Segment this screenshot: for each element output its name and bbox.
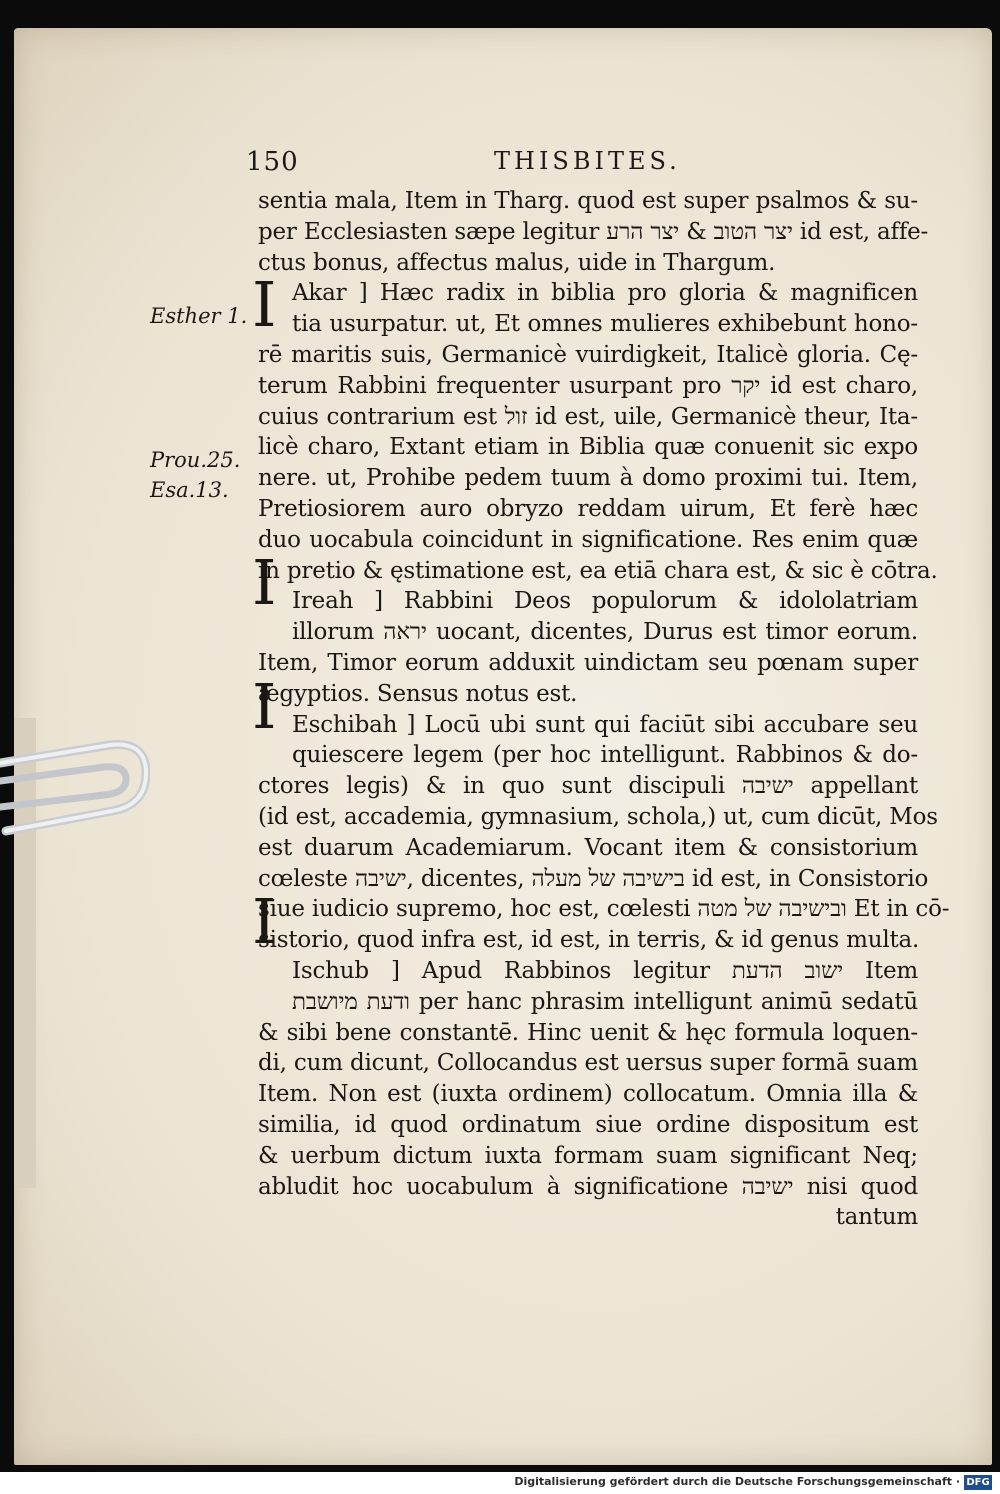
text-line: ctus bonus, affectus malus, uide in Thargum. (258, 249, 776, 276)
dfg-logo-icon: DFG (964, 1475, 992, 1490)
page-number: 150 (246, 147, 299, 177)
text-line: (id est, accademia, gymnasium, schola,) ut, cum dicūt, Mos (258, 803, 938, 830)
text-line: duo uocabula coincidunt in significatione. Res enim quæ (258, 526, 918, 553)
body-text (252, 186, 950, 1233)
text-line: Ireah ] Rabbini Deos populorum & idololatriam (292, 588, 918, 615)
text-line: Eschibah ] Locū ubi sunt qui faciūt sibi accubare seu (292, 711, 918, 738)
page-header (246, 147, 926, 183)
text-line: Akar ] Hæc radix in biblia pro gloria & magnificen (292, 280, 918, 307)
text-line: per Ecclesiasten sæpe legitur יצר הטוב & יצר הרע id est, affe- (258, 218, 929, 245)
margin-note: Esther 1. (150, 304, 248, 328)
text-line: cœleste ישיבה, dicentes, בישיבה של מעלה id est, in Consistorio (258, 865, 929, 892)
text-line: tia usurpatur. ut, Et omnes mulieres exhibebunt hono- (292, 311, 918, 338)
text-line: Item, Timor eorum adduxit uindictam seu pœnam super (258, 649, 918, 676)
text-line: rē maritis suis, Germanicè vuirdigkeit, Italicè gloria. Cę- (258, 341, 918, 368)
text-line: nere. ut, Prohibe pedem tuum à domo proximi tui. Item, (258, 465, 918, 492)
drop-cap: I (252, 546, 277, 619)
catchword: tantum (835, 1204, 918, 1231)
text-line: & sibi bene constantē. Hinc uenit & hęc formula loquen- (258, 1019, 918, 1046)
text-line: sistorio, quod infra est, id est, in terris, & id genus multa. (258, 927, 920, 954)
running-head: THISBITES. (494, 147, 681, 175)
drop-cap: I (252, 670, 277, 743)
text-line: di, cum dicunt, Collocandus est uersus super formā suam (258, 1050, 918, 1077)
text-line: siue iudicio supremo, hoc est, cœlesti ובישיבה של מטה Et in cō- (258, 896, 950, 923)
text-line: ודעת מיושבת per hanc phrasim intelligunt animū sedatū (292, 988, 919, 1015)
footer-bar (0, 1472, 1000, 1494)
text-line: abludit hoc uocabulum à significatione ישיבה nisi quod (258, 1173, 918, 1200)
text-line: Item. Non est (iuxta ordinem) collocatum. Omnia illa & (258, 1081, 918, 1108)
text-line: est duarum Academiarum. Vocant item & consistorium (258, 834, 918, 861)
drop-cap: I (252, 885, 277, 958)
margin-notes (150, 186, 260, 1186)
text-line: ægyptios. Sensus notus est. (258, 680, 578, 707)
text-line: licè charo, Extant etiam in Biblia quæ conuenit sic expo (258, 434, 918, 461)
text-line: quiescere legem (per hoc intelligunt. Rabbinos & do- (292, 742, 918, 769)
text-line: illorum יראה uocant, dicentes, Durus est timor eorum. (292, 619, 918, 646)
footer-credit: Digitalisierung gefördert durch die Deutsche Forschungsgemeinschaft · (514, 1475, 960, 1488)
text-line: in pretio & ęstimatione est, ea etiā chara est, & sic è cōtra. (258, 557, 938, 584)
text-line: cuius contrarium est זול id est, uile, Germanicè theur, Ita- (258, 403, 918, 430)
text-line: similia, id quod ordinatum siue ordine dispositum est (258, 1111, 918, 1138)
drop-cap: I (252, 268, 277, 341)
margin-note: Esa.13. (150, 478, 229, 502)
paper-clip-icon (0, 735, 150, 855)
text-line: & uerbum dictum iuxta formam suam significant Neq; (258, 1142, 918, 1169)
text-line: ctores legis) & in quo sunt discipuli ישיבה appellant (258, 773, 918, 800)
text-line: Ischub ] Apud Rabbinos legitur ישוב הדעת Item (292, 957, 918, 984)
text-line: Pretiosiorem auro obryzo reddam uirum, Et ferè hæc (258, 495, 918, 522)
margin-note: Prou.25. (150, 448, 241, 472)
text-line: terum Rabbini frequenter usurpant pro יקר id est charo, (258, 372, 918, 399)
text-line: sentia mala, Item in Tharg. quod est super psalmos & su- (258, 188, 918, 214)
